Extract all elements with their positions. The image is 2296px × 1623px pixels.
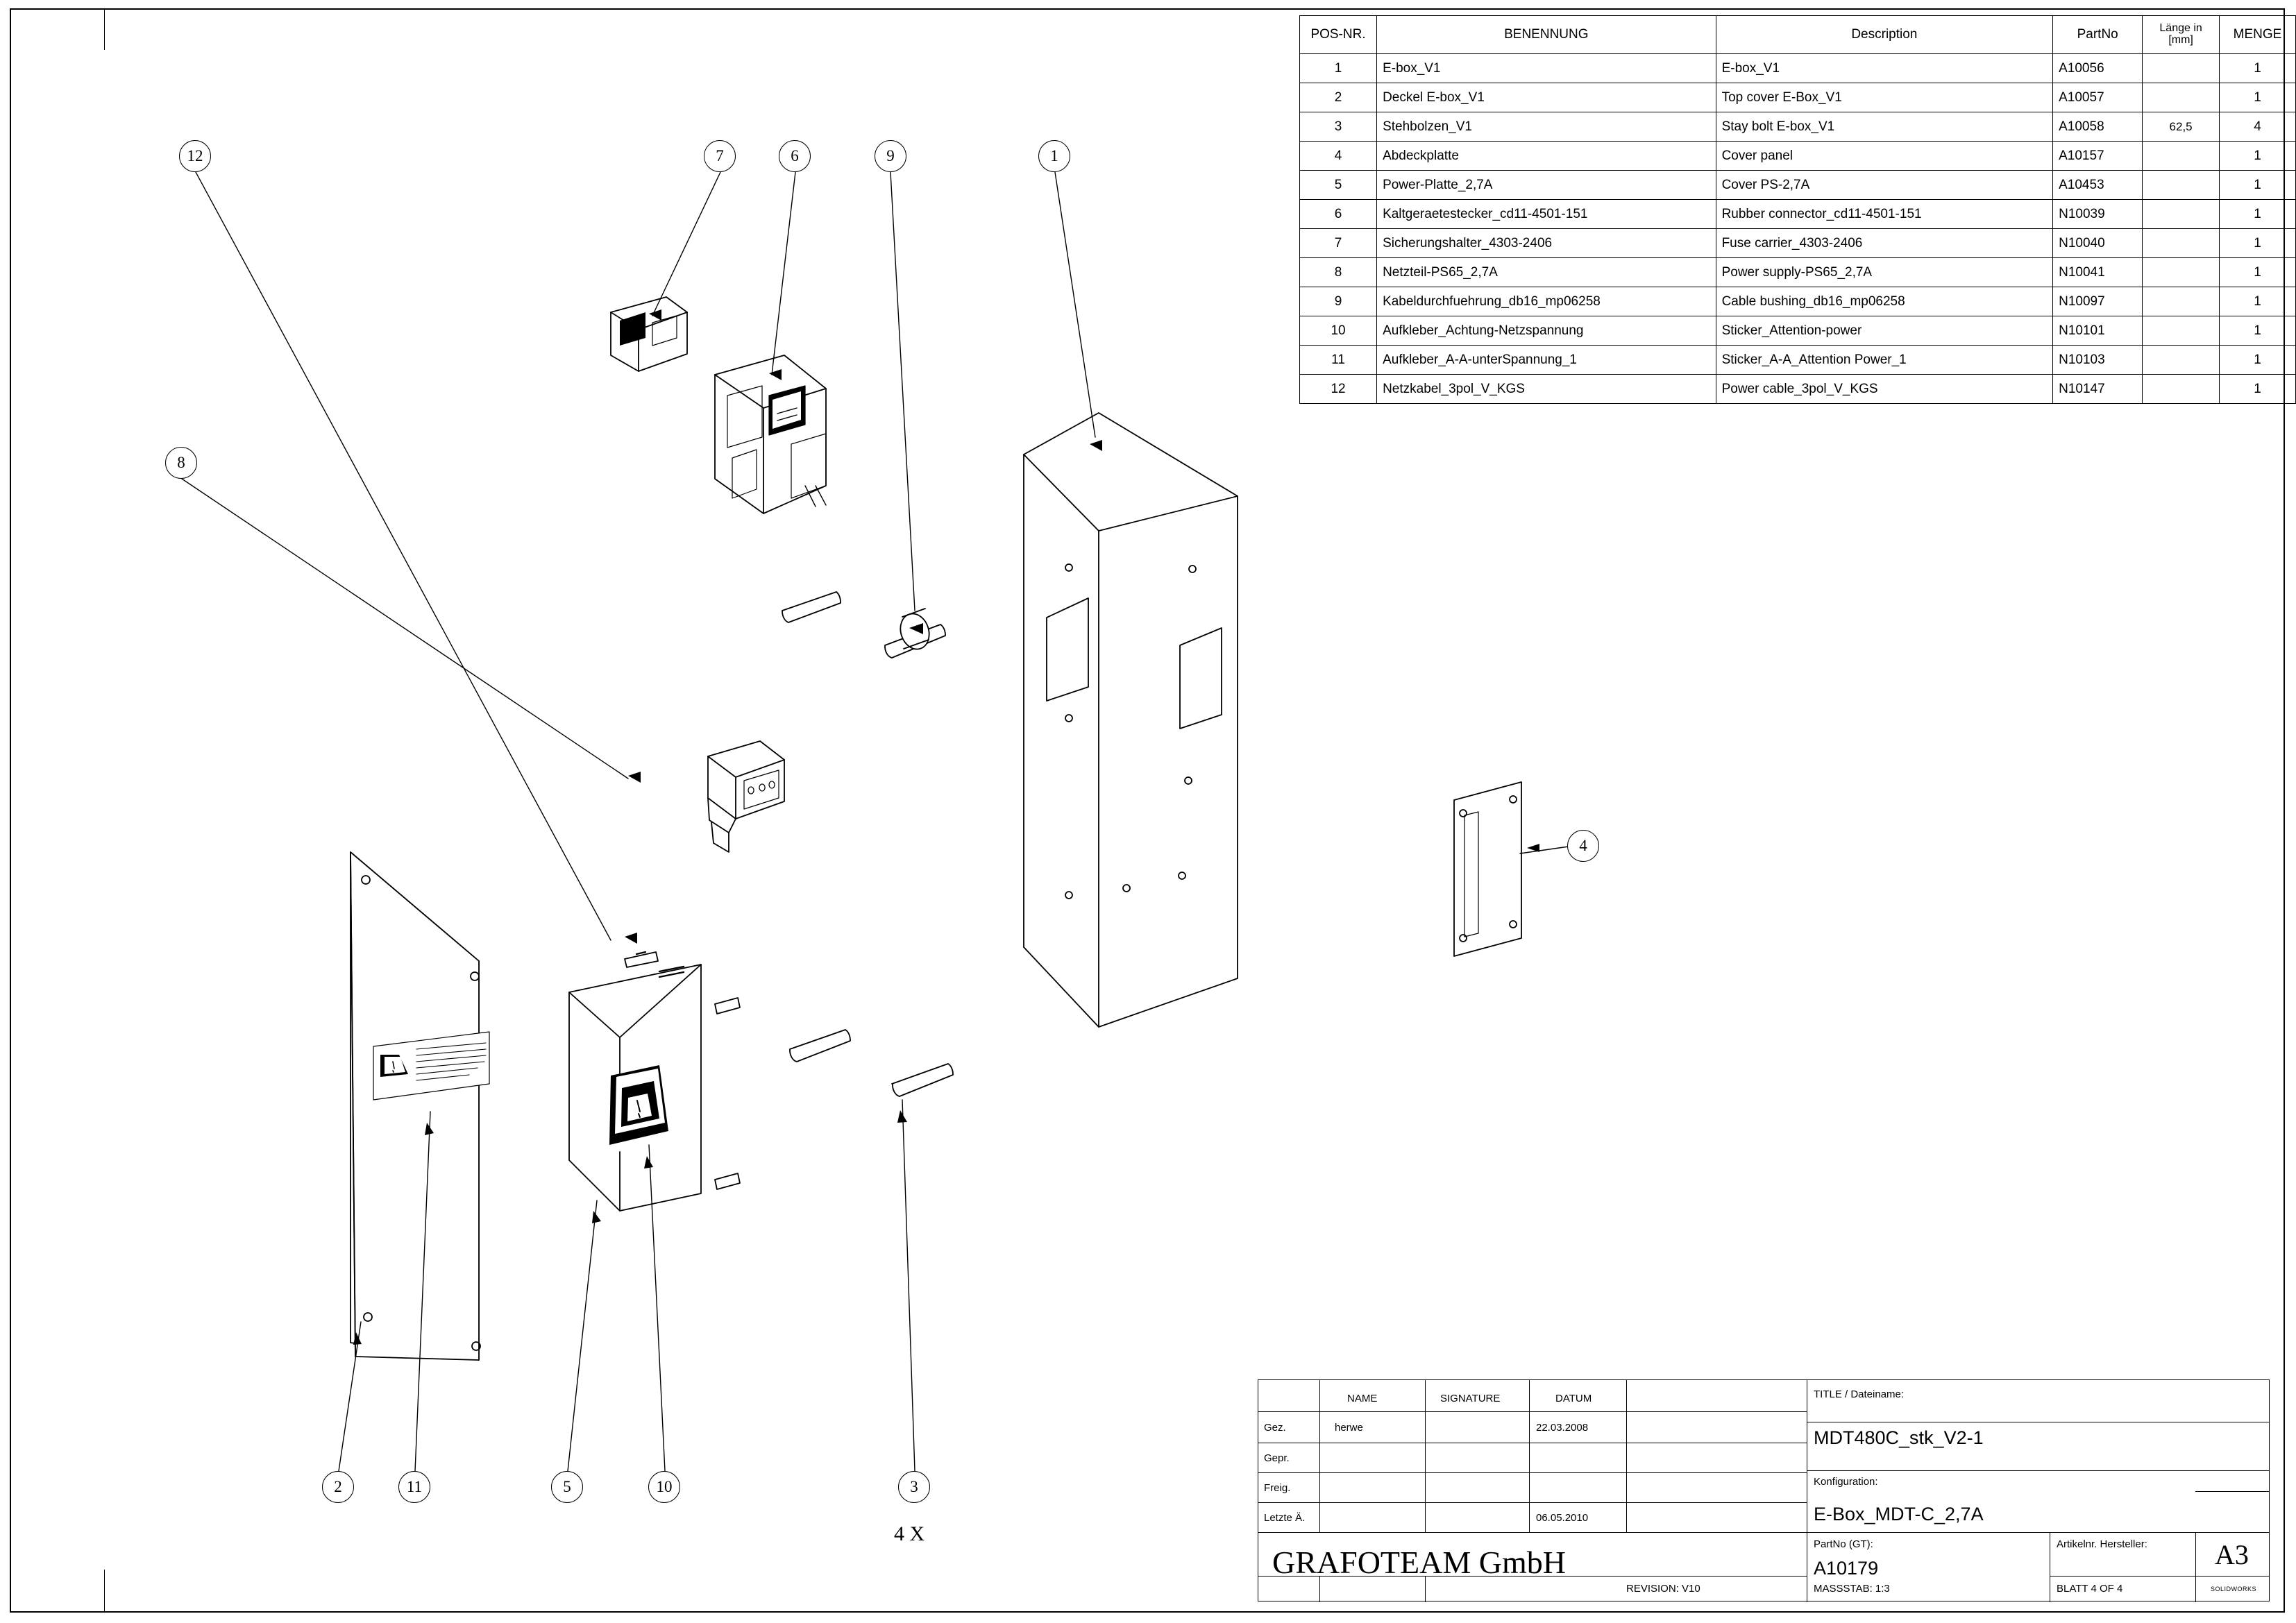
tb-gez-name: herwe	[1335, 1422, 1363, 1434]
bom-cell-description: Power supply-PS65_2,7A	[1716, 258, 2053, 287]
bom-cell-benennung: Abdeckplatte	[1377, 142, 1716, 171]
bom-cell-description: Cable bushing_db16_mp06258	[1716, 287, 2053, 316]
bom-header-menge: MENGE	[2219, 16, 2295, 54]
tb-konfig-value: E-Box_MDT-C_2,7A	[1814, 1504, 1984, 1524]
bom-table	[1299, 15, 2296, 404]
bom-row	[1300, 142, 2296, 171]
bom-cell-menge: 1	[2219, 258, 2295, 287]
bom-header-row	[1300, 16, 2296, 54]
bom-cell-pos: 9	[1300, 287, 1377, 316]
bom-cell-partno: N10101	[2053, 316, 2143, 346]
bom-cell-benennung: Sicherungshalter_4303-2406	[1377, 229, 1716, 258]
bom-cell-laenge	[2143, 200, 2220, 229]
bom-cell-partno: N10039	[2053, 200, 2143, 229]
bom-cell-menge: 1	[2219, 83, 2295, 112]
bom-cell-laenge	[2143, 287, 2220, 316]
bom-cell-laenge	[2143, 83, 2220, 112]
bom-cell-partno: N10040	[2053, 229, 2143, 258]
bom-cell-pos: 3	[1300, 112, 1377, 142]
bom-cell-benennung: Netzkabel_3pol_V_KGS	[1377, 375, 1716, 404]
bom-cell-pos: 1	[1300, 54, 1377, 83]
tb-title-value: MDT480C_stk_V2-1	[1814, 1427, 1984, 1448]
tb-gez-date: 22.03.2008	[1536, 1422, 1589, 1434]
title-block	[1258, 1379, 2270, 1601]
tb-letzte-date: 06.05.2010	[1536, 1512, 1589, 1524]
tb-col-datum: DATUM	[1555, 1393, 1592, 1404]
bom-cell-description: Power cable_3pol_V_KGS	[1716, 375, 2053, 404]
tb-revision: REVISION: V10	[1626, 1583, 1700, 1595]
bom-row	[1300, 112, 2296, 142]
bom-cell-description: Fuse carrier_4303-2406	[1716, 229, 2053, 258]
tb-massstab: MASSSTAB: 1:3	[1814, 1583, 1890, 1595]
bom-cell-menge: 1	[2219, 54, 2295, 83]
tb-partno-value: A10179	[1814, 1558, 1879, 1579]
tb-title-label: TITLE / Dateiname:	[1814, 1388, 1905, 1400]
bom-cell-menge: 1	[2219, 316, 2295, 346]
bom-cell-laenge	[2143, 375, 2220, 404]
bom-cell-description: Top cover E-Box_V1	[1716, 83, 2053, 112]
bom-row	[1300, 83, 2296, 112]
tb-row-gez: Gez.	[1264, 1422, 1286, 1434]
bom-cell-pos: 4	[1300, 142, 1377, 171]
balloon-10: 10	[648, 1471, 680, 1503]
tb-company: GRAFOTEAM GmbH	[1272, 1545, 1566, 1580]
bom-cell-pos: 8	[1300, 258, 1377, 287]
bom-cell-benennung: Kaltgeraetestecker_cd11-4501-151	[1377, 200, 1716, 229]
balloon-6: 6	[779, 140, 811, 172]
bom-cell-menge: 1	[2219, 200, 2295, 229]
bom-cell-benennung: Netzteil-PS65_2,7A	[1377, 258, 1716, 287]
balloon-4: 4	[1567, 830, 1599, 862]
bom-cell-pos: 7	[1300, 229, 1377, 258]
bom-cell-description: Cover panel	[1716, 142, 2053, 171]
balloon-12: 12	[179, 140, 211, 172]
frame-tick-top	[104, 8, 105, 50]
bom-row	[1300, 287, 2296, 316]
bom-cell-description: Stay bolt E-box_V1	[1716, 112, 2053, 142]
bom-cell-laenge	[2143, 229, 2220, 258]
tb-konfig-label: Konfiguration:	[1814, 1476, 1878, 1488]
tb-partno-label: PartNo (GT):	[1814, 1538, 1873, 1550]
bom-row	[1300, 54, 2296, 83]
bom-cell-menge: 1	[2219, 171, 2295, 200]
bom-cell-benennung: Aufkleber_Achtung-Netzspannung	[1377, 316, 1716, 346]
bom-cell-pos: 5	[1300, 171, 1377, 200]
tb-artikel-label: Artikelnr. Hersteller:	[2057, 1538, 2147, 1550]
balloon-8: 8	[165, 447, 197, 479]
bom-cell-description: E-box_V1	[1716, 54, 2053, 83]
bom-cell-partno: A10057	[2053, 83, 2143, 112]
tb-row-letzte: Letzte Ä.	[1264, 1512, 1306, 1524]
bom-cell-partno: A10058	[2053, 112, 2143, 142]
bom-cell-laenge: 62,5	[2143, 112, 2220, 142]
balloon-5: 5	[551, 1471, 583, 1503]
balloon-3: 3	[898, 1471, 930, 1503]
bom-cell-menge: 1	[2219, 375, 2295, 404]
bom-cell-description: Sticker_A-A_Attention Power_1	[1716, 346, 2053, 375]
bom-cell-pos: 2	[1300, 83, 1377, 112]
bom-header-laenge	[2143, 16, 2220, 54]
bom-row	[1300, 346, 2296, 375]
bom-cell-description: Sticker_Attention-power	[1716, 316, 2053, 346]
tb-blatt: BLATT 4 OF 4	[2057, 1583, 2123, 1595]
tb-row-freig: Freig.	[1264, 1482, 1291, 1494]
bom-cell-partno: N10097	[2053, 287, 2143, 316]
bom-row	[1300, 316, 2296, 346]
bom-cell-benennung: Stehbolzen_V1	[1377, 112, 1716, 142]
bom-cell-pos: 10	[1300, 316, 1377, 346]
bom-cell-partno: N10147	[2053, 375, 2143, 404]
bom-cell-benennung: Power-Platte_2,7A	[1377, 171, 1716, 200]
bom-cell-laenge	[2143, 258, 2220, 287]
tb-col-name: NAME	[1347, 1393, 1378, 1404]
bom-cell-partno: A10157	[2053, 142, 2143, 171]
bom-header-laenge-unit: [mm]	[2168, 34, 2193, 46]
bom-header-pos: POS-NR.	[1300, 16, 1377, 54]
bom-cell-laenge	[2143, 171, 2220, 200]
bom-cell-benennung: E-box_V1	[1377, 54, 1716, 83]
bom-header-laenge-line1: Länge in	[2159, 22, 2202, 35]
tb-sheet-format: A3	[2215, 1539, 2249, 1570]
bom-cell-partno: N10041	[2053, 258, 2143, 287]
bom-cell-benennung: Kabeldurchfuehrung_db16_mp06258	[1377, 287, 1716, 316]
bom-cell-menge: 4	[2219, 112, 2295, 142]
bom-header-partno: PartNo	[2053, 16, 2143, 54]
tb-row-gepr: Gepr.	[1264, 1452, 1290, 1464]
bom-row	[1300, 229, 2296, 258]
bom-cell-pos: 11	[1300, 346, 1377, 375]
bom-cell-benennung: Deckel E-box_V1	[1377, 83, 1716, 112]
bom-cell-partno: A10056	[2053, 54, 2143, 83]
bom-cell-laenge	[2143, 346, 2220, 375]
bom-cell-menge: 1	[2219, 346, 2295, 375]
bom-cell-laenge	[2143, 316, 2220, 346]
bom-row	[1300, 200, 2296, 229]
bom-cell-benennung: Aufkleber_A-A-unterSpannung_1	[1377, 346, 1716, 375]
bom-cell-menge: 1	[2219, 142, 2295, 171]
bom-cell-description: Cover PS-2,7A	[1716, 171, 2053, 200]
bom-cell-description: Rubber connector_cd11-4501-151	[1716, 200, 2053, 229]
balloon-11: 11	[398, 1471, 430, 1503]
bom-row	[1300, 171, 2296, 200]
bom-header-benennung: BENENNUNG	[1377, 16, 1716, 54]
bom-row	[1300, 375, 2296, 404]
bom-cell-menge: 1	[2219, 229, 2295, 258]
bom-cell-partno: N10103	[2053, 346, 2143, 375]
bom-header-description: Description	[1716, 16, 2053, 54]
frame-tick-bottom	[104, 1570, 105, 1613]
quantity-note: 4 X	[894, 1522, 925, 1545]
tb-col-signature: SIGNATURE	[1440, 1393, 1501, 1404]
bom-cell-laenge	[2143, 54, 2220, 83]
bom-cell-laenge	[2143, 142, 2220, 171]
balloon-7: 7	[704, 140, 736, 172]
tb-solidworks-mark: SOLIDWORKS	[2211, 1586, 2257, 1592]
bom-cell-pos: 12	[1300, 375, 1377, 404]
balloon-2: 2	[322, 1471, 354, 1503]
bom-cell-pos: 6	[1300, 200, 1377, 229]
bom-cell-partno: A10453	[2053, 171, 2143, 200]
bom-row	[1300, 258, 2296, 287]
bom-cell-menge: 1	[2219, 287, 2295, 316]
balloon-1: 1	[1038, 140, 1070, 172]
balloon-9: 9	[875, 140, 906, 172]
